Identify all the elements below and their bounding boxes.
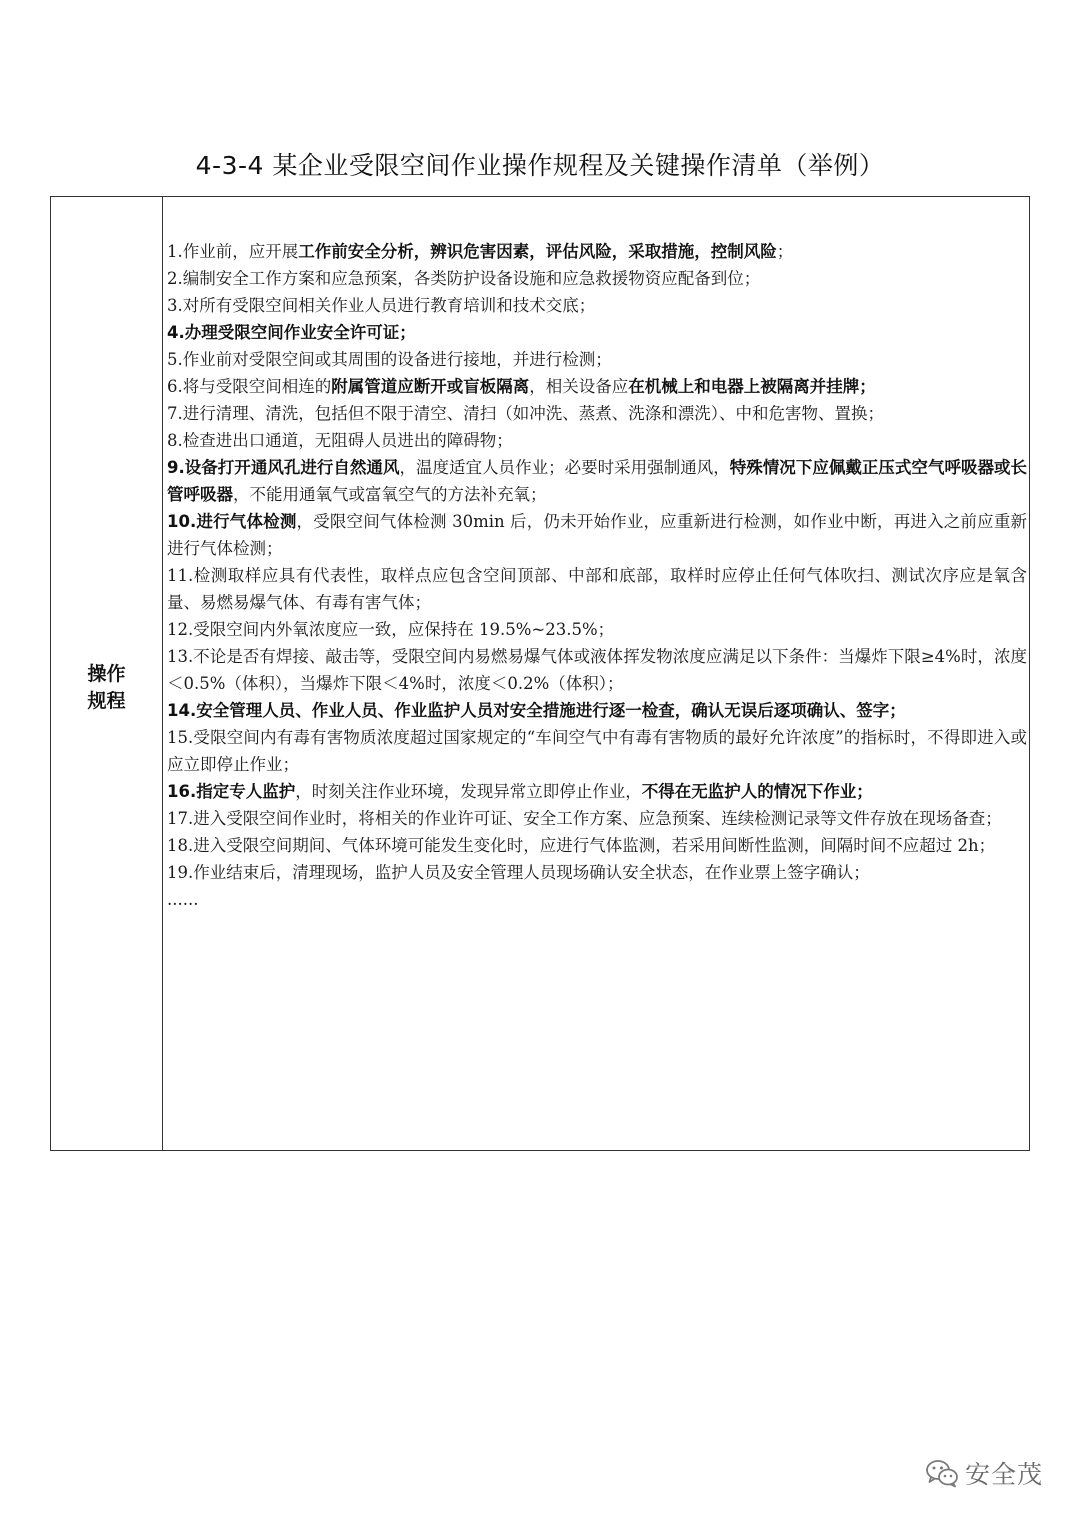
procedure-step [167,697,1029,724]
step-text: 7.进行清理、清洗，包括但不限于清空、清扫（如冲洗、蒸煮、洗涤和漂洗）、中和危害物、置换； [167,404,884,423]
row-label-cell [51,197,163,1150]
watermark-text: 安全茂 [965,1460,1044,1489]
step-text-bold: 4.办理受限空间作业安全许可证； [167,323,416,342]
page-title: 4-3-4 某企业受限空间作业操作规程及关键操作清单（举例） [195,151,885,180]
procedure-step [167,400,1029,427]
step-text: 13.不论是否有焊接、敲击等，受限空间内易燃易爆气体或液体挥发物浓度应满足以下条件：当爆炸下限≥4%时，浓度＜0.5%（体积），当爆炸下限＜4%时，浓度＜0.2%（体积）； [167,647,1027,693]
continuation-ellipsis: ...... [167,890,199,909]
procedure-content-cell [163,197,1029,1150]
step-text-bold: 工作前安全分析，辨识危害因素，评估风险，采取措施，控制风险 [298,242,777,261]
wechat-icon [925,1458,959,1488]
step-text-bold: 特殊情况下应佩戴正压式空气呼吸器或长管呼吸器 [167,458,1028,504]
procedure-step [167,373,1029,400]
step-text: 17.进入受限空间作业时，将相关的作业许可证、安全工作方案、应急预案、连续检测记录等文件存放在现场备查； [167,809,1002,828]
step-text: 3.对所有受限空间相关作业人员进行教育培训和技术交底； [167,296,596,315]
step-text: 11.检测取样应具有代表性，取样点应包含空间顶部、中部和底部，取样时应停止任何气体吹扫、测试次序应是氧含量、易燃易爆气体、有毒有害气体； [167,566,1027,612]
step-text: 6.将与受限空间相连的 [167,377,332,396]
step-text-bold: 不得在无监护人的情况下作业； [641,782,873,801]
step-text-bold: 14.安全管理人员、作业人员、作业监护人员对安全措施进行逐一检查，确认无误后逐项确认、签字； [167,701,906,720]
procedure-step [167,616,1029,643]
procedure-step [167,292,1029,319]
procedure-step [167,778,1029,805]
step-text: 1.作业前，应开展 [167,242,299,261]
step-text: 8.检查进出口通道，无阻碍人员进出的障碍物； [167,431,513,450]
step-text: 2.编制安全工作方案和应急预案，各类防护设备设施和应急救援物资应配备到位； [167,269,761,288]
watermark [925,1455,1043,1491]
step-text: ，不能用通氧气或富氧空气的方法补充氧； [233,485,547,504]
procedure-step [167,508,1029,562]
step-text-bold: 在机械上和电器上被隔离并挂牌； [628,377,876,396]
step-text: ，相关设备应 [529,377,629,396]
procedure-step [167,643,1029,697]
procedure-step [167,859,1029,886]
step-text-bold: 附属管道应断开或盲板隔离 [331,377,530,396]
procedure-step [167,346,1029,373]
step-text: 15.受限空间内有毒有害物质浓度超过国家规定的“车间空气中有毒有害物质的最好允许浓度”的指标时，不得即进入或应立即停止作业； [167,728,1027,774]
row-label: 操作规程 [87,662,126,712]
step-text: ； [776,242,794,261]
step-text: 19.作业结束后，清理现场，监护人员及安全管理人员现场确认安全状态，在作业票上签字确认； [167,863,870,882]
step-text: 18.进入受限空间期间、气体环境可能发生变化时，应进行气体监测，若采用间断性监测，间隔时间不应超过 2h； [167,836,996,855]
step-text-bold: 16.指定专人监护 [167,782,296,801]
procedure-step [167,562,1029,616]
step-text: 12.受限空间内外氧浓度应一致，应保持在 19.5%~23.5%； [167,620,615,639]
procedure-table [50,196,1030,1151]
step-text: ，温度适宜人员作业；必要时采用强制通风， [399,458,730,477]
step-text: ，时刻关注作业环境，发现异常立即停止作业， [295,782,642,801]
procedure-steps-list [167,238,1029,886]
step-text-bold: 10.进行气体检测 [167,512,297,531]
procedure-step [167,832,1029,859]
procedure-step [167,805,1029,832]
procedure-step [167,238,1029,265]
procedure-step [167,724,1029,778]
procedure-step [167,265,1029,292]
step-text: ，受限空间气体检测 30min 后，仍未开始作业，应重新进行检测，如作业中断，再进入之前应重新进行气体检测； [167,512,1027,558]
procedure-step [167,319,1029,346]
procedure-step [167,427,1029,454]
procedure-step [167,454,1029,508]
step-text: 5.作业前对受限空间或其周围的设备进行接地，并进行检测； [167,350,612,369]
step-text-bold: 9.设备打开通风孔进行自然通风 [167,458,400,477]
